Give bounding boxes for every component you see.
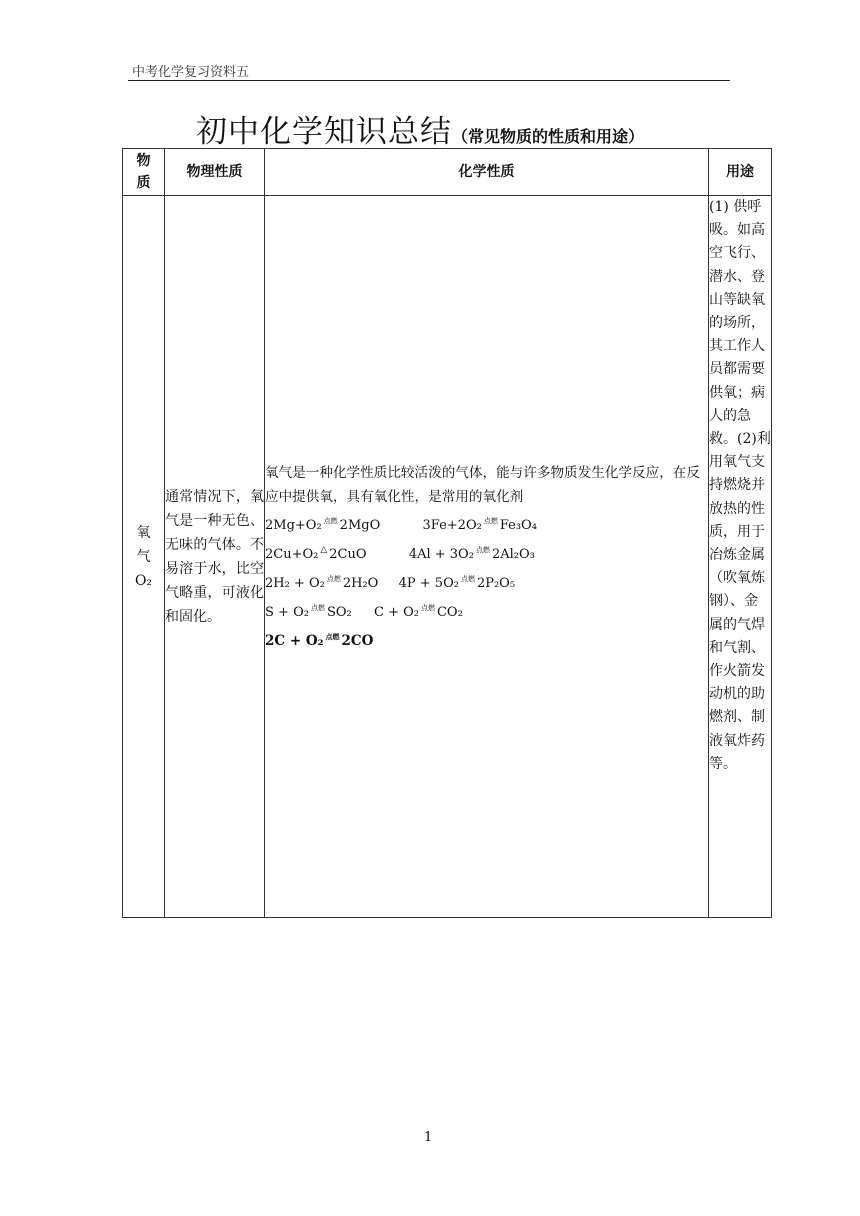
substance-name: 氧气 [136,524,151,565]
column-header-chemical: 化学性质 [265,149,709,196]
physical-properties-cell: 通常情况下，氧气是一种无色、无味的气体。不易溶于水，比空气略重，可液化和固化。 [165,196,265,918]
condition-heat: △ [320,544,328,555]
equation-right: 2CO [341,632,374,649]
equation-left: S + O₂ [265,604,309,620]
equation-right: 2H₂O [342,575,379,591]
equation-right: 2CuO [329,546,367,562]
title-main: 初中化学知识总结 [196,114,452,150]
uses-cell: (1) 供呼吸。如高空飞行、潜水、登山等缺氧的场所，其工作人员都需要供氧；病人的急救。(2)利用氧气支持燃烧并放热的性质，用于冶炼金属（吹氧炼钢）、金属的气焊和气割、作火箭发动机的助燃剂、制液氧炸药等。 [709,196,772,918]
equation-left: C + O₂ [374,604,419,620]
column-header-uses: 用途 [709,149,772,196]
condition-ignite: 点燃 [420,603,435,612]
substance-formula: O₂ [134,572,153,589]
title-subtitle: （常见物质的性质和用途） [452,127,645,146]
equation-line-3 [265,567,708,596]
condition-ignite: 点燃 [483,516,498,525]
equation-line-4 [265,596,708,625]
equation-right: 2Al₂O₃ [491,546,535,562]
condition-ignite: 点燃 [460,574,475,583]
running-header: 中考化学复习资料五 [132,65,250,80]
column-header-substance: 物质 [123,149,165,196]
table-header-row [123,149,772,196]
equation-line-2 [265,538,708,567]
page-title [196,106,644,151]
condition-ignite: 点燃 [323,516,338,525]
condition-ignite: 点燃 [325,631,340,641]
equation-left: 4P + 5O₂ [398,575,459,591]
equation-left: 2Mg+O₂ [265,517,322,533]
condition-ignite: 点燃 [475,545,490,554]
equation-right: 2MgO [339,517,381,533]
condition-ignite: 点燃 [326,574,341,583]
page-number: 1 [424,1130,433,1145]
equation-left: 3Fe+2O₂ [422,517,482,533]
chemical-properties-cell [265,196,709,918]
equation-right: 2P₂O₅ [476,575,516,591]
equation-left: 2H₂ + O₂ [265,575,325,591]
equation-right: Fe₃O₄ [499,517,537,533]
condition-ignite: 点燃 [310,603,325,612]
equation-line-5 [265,625,708,653]
substance-cell [123,196,165,918]
header-rule [128,80,730,81]
equation-right: CO₂ [436,604,463,620]
properties-table [122,148,772,918]
equation-line-1 [265,509,708,538]
equation-right: SO₂ [326,604,352,620]
chemical-intro: 氧气是一种化学性质比较活泼的气体，能与许多物质发生化学反应，在反应中提供氧，具有氧化性，是常用的氧化剂 [265,464,700,505]
equation-left: 4Al + 3O₂ [408,546,474,562]
equation-left: 2Cu+O₂ [265,546,319,562]
equation-left: 2C + O₂ [265,632,324,649]
table-row-oxygen [123,196,772,918]
column-header-physical: 物理性质 [165,149,265,196]
